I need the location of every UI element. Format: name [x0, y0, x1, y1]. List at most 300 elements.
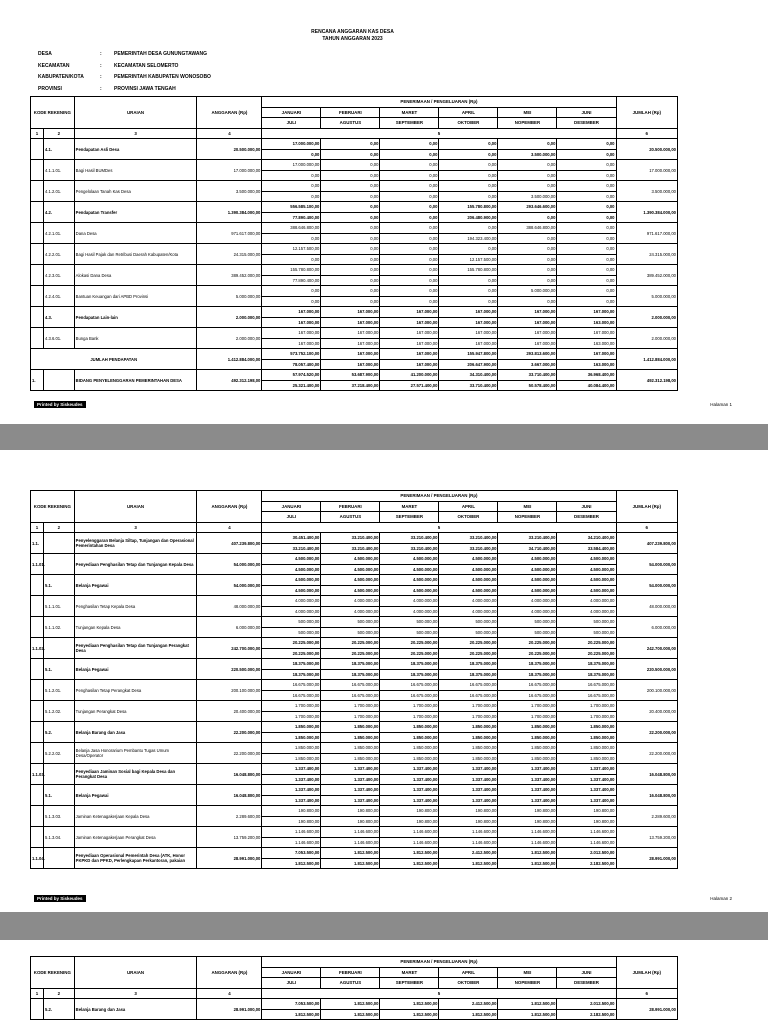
cell-month-second-half: 3.500.000,00 [498, 149, 557, 160]
row-description: Penyediaan Operasional Pemerintah Desa (ATK, Honor PKPKD dan PPKD, Perlengkapan Perkantoran, pakaian [74, 848, 197, 869]
cell-month-second-half: 1.812.500,00 [439, 1009, 498, 1020]
row-code: 5.1.1.01. [43, 596, 74, 617]
table-row [31, 244, 678, 255]
col-number: 6 [616, 128, 677, 139]
cell-month-first-half: 16.675.000,00 [262, 680, 321, 691]
cell-month-first-half: 1.850.000,00 [498, 722, 557, 733]
cell-month-first-half: 0,00 [321, 181, 380, 192]
row-description: Belanja Pegawai [74, 659, 197, 680]
cell-month-second-half: 190.800,00 [439, 816, 498, 827]
cell-month-second-half: 167.000,00 [498, 338, 557, 349]
cell-month-first-half: 0,00 [557, 244, 616, 255]
cell-month-first-half: 1.337.400,00 [321, 785, 380, 796]
cell-month-second-half: 18.375.000,00 [557, 669, 616, 680]
cell-month-first-half: 167.000,00 [262, 307, 321, 318]
cell-month-second-half: 34.710.400,00 [498, 543, 557, 554]
cell-month-first-half: 41.200.000,00 [380, 370, 439, 381]
table-row [31, 680, 678, 691]
row-code: 4.2.2.01. [43, 244, 74, 265]
cell-month-second-half: 190.800,00 [380, 816, 439, 827]
table-body [31, 533, 678, 869]
col-jumlah: JUMLAH (Rp) [616, 97, 677, 129]
cell-month-first-half: 0,00 [380, 181, 439, 192]
row-jumlah: 28.991.000,00 [616, 848, 677, 869]
col-jumlah: JUMLAH (Rp) [616, 491, 677, 523]
cell-month-first-half: 33.210.400,00 [321, 533, 380, 544]
row-code [43, 533, 74, 554]
row-description: Pengelolaan Tanah Kas Desa [74, 181, 197, 202]
month-header: NOPEMBER [498, 978, 557, 989]
cell-month-second-half: 0,00 [557, 212, 616, 223]
cell-month-second-half: 206.647.900,00 [439, 359, 498, 370]
row-anggaran: 242.700.000,00 [197, 638, 262, 659]
ident-row-provinsi: PROVINSI : PROVINSI JAWA TENGAH [38, 85, 176, 92]
cell-month-second-half: 0,00 [380, 233, 439, 244]
cell-month-second-half: 206.480.900,00 [439, 212, 498, 223]
cell-month-first-half: 1.337.400,00 [321, 764, 380, 775]
cell-month-first-half: 0,00 [380, 160, 439, 171]
cell-month-first-half: 20.225.000,00 [380, 638, 439, 649]
cell-month-first-half: 4.500.000,00 [380, 554, 439, 565]
cell-month-second-half: 163.000,00 [557, 317, 616, 328]
row-jumlah: 17.000.000,00 [616, 160, 677, 181]
cell-month-second-half: 0,00 [557, 233, 616, 244]
cell-month-second-half: 1.337.400,00 [498, 774, 557, 785]
cell-month-second-half: 1.146.600,00 [380, 837, 439, 848]
cell-month-second-half: 0,00 [439, 275, 498, 286]
cell-month-first-half: 16.675.000,00 [439, 680, 498, 691]
row-jumlah: 492.312.198,00 [616, 370, 677, 391]
cell-month-first-half: 1.850.000,00 [262, 743, 321, 754]
col-number: 1 [31, 988, 44, 999]
table-row [31, 785, 678, 796]
row-code-level-1 [31, 701, 44, 722]
cell-month-first-half: 4.000.000,00 [380, 596, 439, 607]
row-anggaran: 48.000.000,00 [197, 596, 262, 617]
cell-month-second-half: 12.157.500,00 [439, 254, 498, 265]
row-jumlah: 24.315.000,00 [616, 244, 677, 265]
cell-month-second-half: 16.675.000,00 [439, 690, 498, 701]
cell-month-second-half: 0,00 [380, 170, 439, 181]
cell-month-first-half: 20.225.000,00 [439, 638, 498, 649]
table-row [31, 370, 678, 381]
row-description: Tunjangan Perangkat Desa [74, 701, 197, 722]
cell-month-first-half: 1.850.000,00 [439, 722, 498, 733]
cell-month-first-half: 0,00 [557, 223, 616, 234]
cell-month-first-half: 18.375.000,00 [262, 659, 321, 670]
cell-month-first-half: 1.337.400,00 [262, 785, 321, 796]
row-description: Belanja Pegawai [74, 785, 197, 806]
cell-month-first-half: 1.700.000,00 [498, 701, 557, 712]
row-code-level-1 [31, 575, 44, 596]
cell-month-second-half: 0,00 [321, 170, 380, 181]
row-jumlah: 28.991.000,00 [616, 999, 677, 1020]
cell-month-first-half: 1.146.600,00 [321, 827, 380, 838]
month-header: SEPTEMBER [380, 512, 439, 523]
cell-month-first-half: 500.000,00 [439, 617, 498, 628]
row-code-level-1 [31, 244, 44, 265]
month-header: JANUARI [262, 967, 321, 978]
cell-month-first-half: 167.000,00 [380, 349, 439, 360]
month-header: DESEMBER [557, 978, 616, 989]
cell-month-first-half: 12.157.500,00 [262, 244, 321, 255]
row-anggaran: 17.000.000,00 [197, 160, 262, 181]
col-number: 3 [74, 988, 197, 999]
cell-month-second-half: 4.500.000,00 [262, 564, 321, 575]
table-row [31, 659, 678, 670]
cell-month-first-half: 1.850.000,00 [380, 722, 439, 733]
table-body [31, 999, 678, 1020]
cell-month-first-half: 1.146.600,00 [557, 827, 616, 838]
row-jumlah: 20.500.000,00 [616, 139, 677, 160]
cell-month-first-half: 1.812.500,00 [498, 848, 557, 859]
cell-month-second-half: 167.000,00 [321, 359, 380, 370]
cell-month-second-half: 1.146.600,00 [557, 837, 616, 848]
row-anggaran: 492.312.198,00 [197, 370, 262, 391]
month-header: SEPTEMBER [380, 118, 439, 129]
month-header: MEI [498, 967, 557, 978]
cell-month-second-half: 0,00 [262, 149, 321, 160]
cell-month-first-half: 0,00 [557, 160, 616, 171]
cell-month-first-half: 573.752.100,00 [262, 349, 321, 360]
cell-month-second-half: 4.500.000,00 [498, 585, 557, 596]
cell-month-first-half: 16.675.000,00 [321, 680, 380, 691]
cell-month-first-half: 0,00 [380, 244, 439, 255]
row-anggaran: 28.991.000,00 [197, 848, 262, 869]
cell-month-first-half: 155.780.800,00 [439, 202, 498, 213]
row-anggaran: 1.390.384.000,00 [197, 202, 262, 223]
cell-month-second-half: 1.850.000,00 [262, 753, 321, 764]
cell-month-second-half: 18.375.000,00 [262, 669, 321, 680]
col-number: 1 [31, 522, 44, 533]
row-code: 4.2.4.01. [43, 286, 74, 307]
col-number: 3 [74, 128, 197, 139]
cell-month-first-half: 0,00 [498, 181, 557, 192]
cell-month-first-half: 0,00 [380, 265, 439, 276]
table-row [31, 554, 678, 565]
table-row [31, 265, 678, 276]
table-row [31, 223, 678, 234]
cell-month-second-half: 1.812.500,00 [498, 858, 557, 869]
cell-month-second-half: 167.000,00 [262, 338, 321, 349]
row-anggaran: 6.000.000,00 [197, 617, 262, 638]
cell-month-first-half: 167.000,00 [321, 349, 380, 360]
row-description: Belanja Barang dan Jasa [74, 999, 197, 1020]
cell-month-first-half: 57.974.520,00 [262, 370, 321, 381]
cell-month-second-half: 0,00 [262, 233, 321, 244]
row-code-level-1 [31, 785, 44, 806]
row-jumlah: 220.500.000,00 [616, 659, 677, 680]
cell-month-second-half: 1.700.000,00 [262, 711, 321, 722]
cell-month-second-half: 1.850.000,00 [380, 732, 439, 743]
row-anggaran: 3.500.000,00 [197, 181, 262, 202]
cell-month-first-half: 190.800,00 [262, 806, 321, 817]
table-row [31, 701, 678, 712]
cell-month-second-half: 20.225.000,00 [557, 648, 616, 659]
cell-month-second-half: 1.850.000,00 [321, 753, 380, 764]
col-number: 1 [31, 128, 44, 139]
row-description: Tunjangan Kepala Desa [74, 617, 197, 638]
cell-month-second-half: 1.337.400,00 [439, 795, 498, 806]
cell-month-second-half: 167.000,00 [439, 317, 498, 328]
cell-month-second-half: 77.890.400,00 [262, 275, 321, 286]
cell-month-first-half: 0,00 [380, 223, 439, 234]
row-description: Penyediaan Penghasilan Tetap dan Tunjangan Perangkat Desa [74, 638, 197, 659]
cell-month-second-half: 1.337.400,00 [439, 774, 498, 785]
cell-month-first-half: 1.337.400,00 [557, 764, 616, 775]
cell-month-first-half: 0,00 [498, 265, 557, 276]
cell-month-first-half: 155.780.800,00 [262, 265, 321, 276]
cell-month-second-half: 1.337.400,00 [262, 795, 321, 806]
row-code-level-1 [31, 827, 44, 848]
cell-month-first-half: 4.500.000,00 [380, 575, 439, 586]
cell-month-first-half: 1.337.400,00 [262, 764, 321, 775]
cell-month-second-half: 4.000.000,00 [498, 606, 557, 617]
cell-month-first-half: 4.500.000,00 [498, 554, 557, 565]
cell-month-first-half: 53.687.900,00 [321, 370, 380, 381]
row-jumlah: 20.400.000,00 [616, 701, 677, 722]
cell-month-second-half: 37.218.400,00 [321, 380, 380, 391]
cell-month-first-half: 4.500.000,00 [498, 575, 557, 586]
cell-month-first-half: 167.000,00 [557, 307, 616, 318]
cell-month-first-half: 18.375.000,00 [439, 659, 498, 670]
cell-month-first-half: 0,00 [380, 202, 439, 213]
cell-month-second-half: 4.500.000,00 [439, 564, 498, 575]
cell-month-first-half: 0,00 [321, 139, 380, 150]
cell-month-first-half: 4.500.000,00 [321, 554, 380, 565]
col-uraian: URAIAN [74, 491, 197, 523]
row-code-level-1 [31, 617, 44, 638]
cell-month-first-half: 293.646.600,00 [498, 202, 557, 213]
row-code-level-1 [31, 596, 44, 617]
row-jumlah: 1.390.384.000,00 [616, 202, 677, 223]
month-header: MARET [380, 107, 439, 118]
month-header: MEI [498, 107, 557, 118]
ident-row-kabupaten: KABUPATEN/KOTA : PEMERINTAH KABUPATEN WONOSOBO [38, 74, 211, 80]
cell-month-second-half: 1.146.600,00 [498, 837, 557, 848]
cell-month-first-half: 1.812.500,00 [498, 999, 557, 1010]
row-jumlah: 13.759.200,00 [616, 827, 677, 848]
col-anggaran: ANGGARAN (Rp) [197, 97, 262, 129]
cell-month-first-half: 190.800,00 [380, 806, 439, 817]
row-description: Dana Desa [74, 223, 197, 244]
cell-month-first-half: 167.000,00 [439, 307, 498, 318]
month-header: JUNI [557, 967, 616, 978]
cell-month-first-half: 17.000.000,00 [262, 160, 321, 171]
row-code-level-1: 1. [31, 370, 44, 391]
cell-month-first-half: 167.000,00 [498, 307, 557, 318]
cell-month-second-half: 1.850.000,00 [498, 732, 557, 743]
cell-month-first-half: 20.225.000,00 [498, 638, 557, 649]
row-anggaran: 24.315.000,00 [197, 244, 262, 265]
cell-month-first-half: 190.800,00 [321, 806, 380, 817]
row-description: BIDANG PENYELENGGARAN PEMERINTAHAN DESA [74, 370, 197, 391]
cell-month-second-half: 4.500.000,00 [557, 564, 616, 575]
row-anggaran: 13.759.200,00 [197, 827, 262, 848]
row-anggaran: 22.200.000,00 [197, 743, 262, 764]
cell-month-first-half: 0,00 [498, 244, 557, 255]
cell-month-second-half: 190.800,00 [557, 816, 616, 827]
cell-month-second-half: 1.812.500,00 [262, 1009, 321, 1020]
col-anggaran: ANGGARAN (Rp) [197, 957, 262, 989]
cell-month-first-half: 1.850.000,00 [557, 743, 616, 754]
cell-month-second-half: 0,00 [498, 170, 557, 181]
cell-month-second-half: 77.890.400,00 [262, 212, 321, 223]
cell-month-first-half: 0,00 [557, 202, 616, 213]
table-row [31, 286, 678, 297]
row-description: Penghasilan Tetap Kepala Desa [74, 596, 197, 617]
row-description: Pendapatan Lain-lain [74, 307, 197, 328]
document-title: RENCANA ANGGARAN KAS DESA [311, 29, 394, 35]
row-code: 5.1. [43, 785, 74, 806]
cell-month-second-half: 33.210.400,00 [321, 543, 380, 554]
identity-block [38, 49, 211, 95]
cell-month-second-half: 167.000,00 [380, 359, 439, 370]
cell-month-second-half: 0,00 [262, 170, 321, 181]
cell-month-first-half: 2.012.500,00 [557, 848, 616, 859]
cell-month-first-half: 167.000,00 [557, 349, 616, 360]
cell-month-first-half: 1.812.500,00 [380, 848, 439, 859]
page-number: Halaman 1 [710, 402, 732, 407]
row-code-level-1 [31, 181, 44, 202]
row-code: 4.1. [43, 139, 74, 160]
row-description: Belanja Jasa Honorarium Pembantu Tugas Umum Desa/Operator [74, 743, 197, 764]
row-code [43, 638, 74, 659]
table-row [31, 848, 678, 859]
cell-month-second-half: 1.812.500,00 [262, 858, 321, 869]
table-header [31, 957, 678, 999]
row-code: 4.3. [43, 307, 74, 328]
cell-month-second-half: 1.700.000,00 [321, 711, 380, 722]
cell-month-first-half: 33.210.400,00 [380, 533, 439, 544]
row-code: 5.1. [43, 659, 74, 680]
row-jumlah: 54.000.000,00 [616, 575, 677, 596]
cell-month-first-half: 4.000.000,00 [321, 596, 380, 607]
col-number: 5 [262, 522, 616, 533]
row-code-level-1 [31, 202, 44, 223]
table-row [31, 596, 678, 607]
month-header: AGUSTUS [321, 978, 380, 989]
cell-month-first-half: 4.500.000,00 [321, 575, 380, 586]
row-anggaran: 28.991.000,00 [197, 999, 262, 1020]
cell-month-first-half: 0,00 [380, 286, 439, 297]
cell-month-second-half: 167.000,00 [262, 317, 321, 328]
row-jumlah: 6.000.000,00 [616, 617, 677, 638]
cell-month-second-half: 0,00 [380, 254, 439, 265]
row-code-level-1 [31, 286, 44, 307]
cell-month-second-half: 40.084.400,00 [557, 380, 616, 391]
cell-month-first-half: 1.146.600,00 [439, 827, 498, 838]
cell-month-second-half: 1.812.500,00 [321, 858, 380, 869]
cell-month-second-half: 0,00 [557, 296, 616, 307]
cell-month-second-half: 0,00 [321, 149, 380, 160]
cell-month-first-half: 167.000,00 [321, 328, 380, 339]
cell-month-second-half: 20.225.000,00 [498, 648, 557, 659]
ident-row-desa: DESA : PEMERINTAH DESA GUNUNGTAWANG [38, 51, 207, 57]
cell-month-second-half: 0,00 [262, 254, 321, 265]
cell-month-first-half: 18.375.000,00 [557, 659, 616, 670]
row-code-level-1: 1.1.02. [31, 638, 44, 659]
row-code: 4.2. [43, 202, 74, 223]
row-code-level-1 [31, 743, 44, 764]
col-penerimaan: PENERIMAAN / PENGELUARAN (Rp) [262, 97, 616, 108]
cell-month-second-half: 4.500.000,00 [321, 564, 380, 575]
col-number: 4 [197, 988, 262, 999]
cell-month-second-half: 1.337.400,00 [380, 774, 439, 785]
row-description: Penyediaan Jaminan Sosial bagi Kepala Desa dan Perangkat Desa [74, 764, 197, 785]
cell-month-second-half: 190.800,00 [262, 816, 321, 827]
row-jumlah: 3.500.000,00 [616, 181, 677, 202]
cell-month-first-half: 1.850.000,00 [262, 722, 321, 733]
cell-month-second-half: 190.800,00 [321, 816, 380, 827]
row-code: 5.1.3.03. [43, 806, 74, 827]
row-code: 5.2.2.02. [43, 743, 74, 764]
cell-month-first-half: 155.947.800,00 [439, 349, 498, 360]
cell-month-first-half: 1.700.000,00 [439, 701, 498, 712]
table-row [31, 533, 678, 544]
cell-month-first-half: 500.000,00 [380, 617, 439, 628]
cell-month-first-half: 4.500.000,00 [557, 575, 616, 586]
cell-month-second-half: 1.337.400,00 [321, 795, 380, 806]
row-code [43, 764, 74, 785]
row-anggaran: 2.000.000,00 [197, 307, 262, 328]
row-description: Bantuan Keuangan dari APBD Provinsi [74, 286, 197, 307]
cell-month-second-half: 33.210.400,00 [380, 543, 439, 554]
cell-month-first-half: 1.700.000,00 [321, 701, 380, 712]
cell-month-first-half: 0,00 [439, 160, 498, 171]
cell-month-second-half: 2.182.500,00 [557, 858, 616, 869]
row-anggaran: 22.200.000,00 [197, 722, 262, 743]
cell-month-second-half: 18.375.000,00 [380, 669, 439, 680]
cell-month-second-half: 1.146.600,00 [321, 837, 380, 848]
table-row [31, 743, 678, 754]
cell-month-first-half: 4.500.000,00 [262, 575, 321, 586]
cell-month-first-half: 0,00 [439, 223, 498, 234]
row-jumlah: 48.000.000,00 [616, 596, 677, 617]
cell-month-second-half: 0,00 [439, 170, 498, 181]
cell-month-first-half: 0,00 [321, 265, 380, 276]
budget-table-page-3 [30, 956, 678, 1020]
cell-month-second-half: 1.337.400,00 [262, 774, 321, 785]
cell-month-first-half: 0,00 [557, 286, 616, 297]
cell-month-first-half: 0,00 [439, 181, 498, 192]
cell-month-first-half: 1.337.400,00 [380, 785, 439, 796]
cell-month-second-half: 4.500.000,00 [498, 564, 557, 575]
cell-month-second-half: 0,00 [498, 233, 557, 244]
cell-month-first-half: 500.000,00 [557, 617, 616, 628]
cell-month-second-half: 500.000,00 [262, 627, 321, 638]
row-anggaran: 5.000.000,00 [197, 286, 262, 307]
month-header: DESEMBER [557, 118, 616, 129]
cell-month-second-half: 1.337.400,00 [321, 774, 380, 785]
row-anggaran: 2.289.600,00 [197, 806, 262, 827]
row-code-level-1 [31, 223, 44, 244]
cell-month-first-half: 20.225.000,00 [262, 638, 321, 649]
cell-month-second-half: 16.675.000,00 [557, 690, 616, 701]
row-jumlah: 971.617.000,00 [616, 223, 677, 244]
row-anggaran: 54.000.000,00 [197, 575, 262, 596]
cell-month-first-half: 18.375.000,00 [380, 659, 439, 670]
cell-month-second-half: 1.850.000,00 [321, 732, 380, 743]
row-jumlah: 200.100.000,00 [616, 680, 677, 701]
cell-month-first-half: 1.337.400,00 [557, 785, 616, 796]
ident-row-kecamatan: KECAMATAN : KECAMATAN SELOMERTO [38, 62, 179, 69]
row-code: 5.2. [43, 722, 74, 743]
cell-month-second-half: 0,00 [557, 275, 616, 286]
cell-month-first-half: 1.337.400,00 [380, 764, 439, 775]
cell-month-second-half: 1.146.600,00 [439, 837, 498, 848]
cell-month-second-half: 1.850.000,00 [380, 753, 439, 764]
